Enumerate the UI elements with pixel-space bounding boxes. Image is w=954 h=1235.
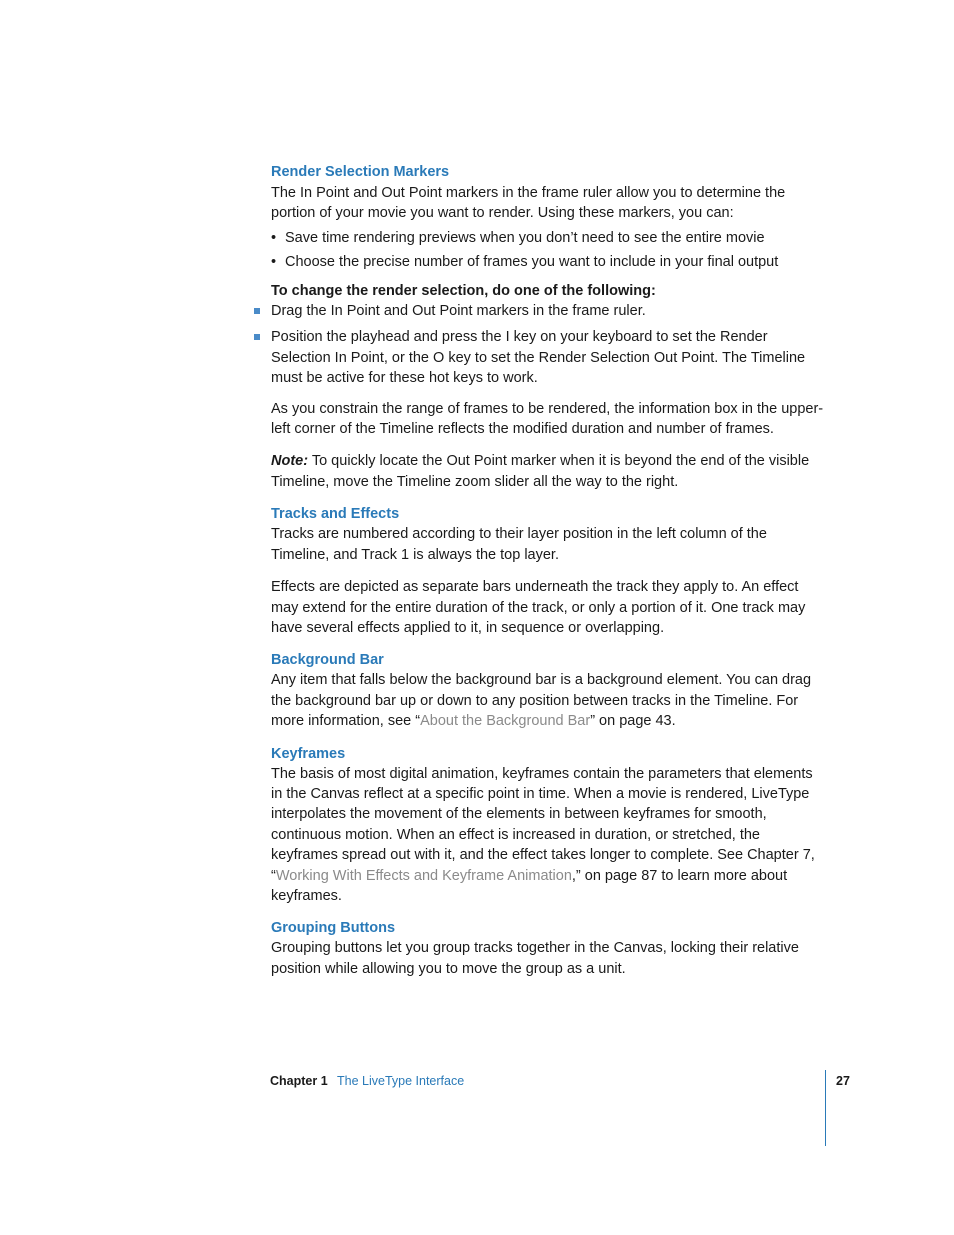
bullet-icon: • xyxy=(271,229,277,246)
heading-background-bar: Background Bar xyxy=(271,652,384,669)
render-para2: As you constrain the range of frames to be rendered, the information box in the upper-left corner of the Timeline reflects the modified duration and number of frames. xyxy=(271,400,824,438)
render-bullet-list xyxy=(271,228,827,273)
heading-grouping-buttons: Grouping Buttons xyxy=(271,920,396,937)
footer-divider xyxy=(825,1070,826,1146)
list-item: Drag the In Point and Out Point markers in the frame ruler. xyxy=(271,301,827,321)
tracks-para1: Tracks are numbered according to their layer position in the left column of the Timeline, and Track 1 is always the top layer. xyxy=(271,526,767,563)
task-steps xyxy=(271,301,827,389)
list-item: • Choose the precise number of frames you want to include in your final output xyxy=(271,252,827,272)
link-working-with-effects[interactable]: Working With Effects and Keyframe Animation xyxy=(275,867,572,884)
background-para: Any item that falls below the background bar is a background element. You can drag the background bar up or down to any position between tracks in the Timeline. For more information, see “About the Background Bar” on page 43. xyxy=(271,672,812,730)
heading-tracks-and-effects: Tracks and Effects xyxy=(271,506,400,523)
page-content xyxy=(271,162,827,979)
keyframes-para: The basis of most digital animation, keyframes contain the parameters that elements in the Canvas reflect at a specific point in time. When a movie is rendered, LiveType interpolates the movement of the elements in between keyframes for smooth, continuous motion. When an effect is increased in duration, or stretched, the keyframes spread out with it, and the effect takes longer to complete. See Chapter 7, “Working With Effects and Keyframe Animation,” on page 87 to learn more about keyframes. xyxy=(271,765,815,904)
bullet-icon: • xyxy=(271,254,277,271)
footer-chapter: Chapter 1 xyxy=(270,1074,328,1088)
list-item: • Save time rendering previews when you don’t need to see the entire movie xyxy=(271,228,827,248)
note-label: Note: xyxy=(271,453,309,470)
task-heading: To change the render selection, do one of the following: xyxy=(271,282,656,299)
link-about-background-bar[interactable]: About the Background Bar xyxy=(420,713,591,730)
list-item: Position the playhead and press the I key on your keyboard to set the Render Selection In Point, or the O key to set the Render Selection Out Point. The Timeline must be active for these hot keys to work. xyxy=(271,327,827,388)
heading-keyframes: Keyframes xyxy=(271,745,346,762)
square-bullet-icon xyxy=(254,334,260,340)
footer-page-number: 27 xyxy=(836,1074,850,1088)
footer-chapter-title[interactable]: The LiveType Interface xyxy=(337,1074,465,1088)
grouping-para: Grouping buttons let you group tracks together in the Canvas, locking their relative position while allowing you to move the group as a unit. xyxy=(271,940,799,977)
square-bullet-icon xyxy=(254,308,260,314)
note-text: To quickly locate the Out Point marker when it is beyond the end of the visible Timeline, move the Timeline zoom slider all the way to the right. xyxy=(271,453,810,490)
tracks-para2: Effects are depicted as separate bars underneath the track they apply to. An effect may extend for the entire duration of the track, or only a portion of it. One track may have several effects applied to it, in sequence or overlapping. xyxy=(271,579,806,636)
render-note xyxy=(271,451,827,492)
heading-render-selection-markers: Render Selection Markers xyxy=(271,164,450,180)
render-intro: The In Point and Out Point markers in the frame ruler allow you to determine the portion of your movie you want to render. Using these markers, you can: xyxy=(271,185,786,222)
